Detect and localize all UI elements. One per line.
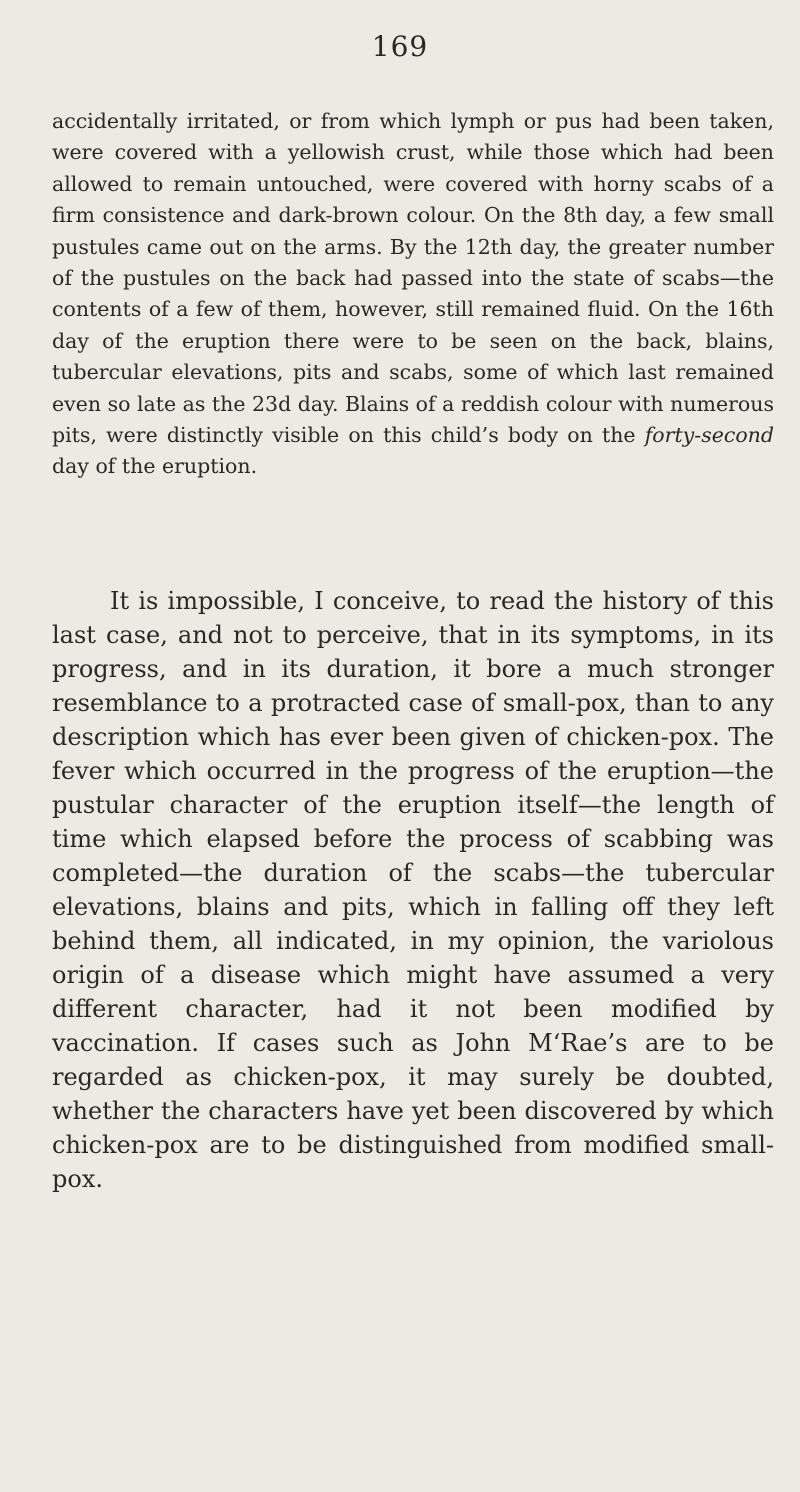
paragraph-1 — [52, 106, 774, 483]
paragraph-2: It is impossible, I conceive, to read the history of this last case, and not to perceive, that in its symptoms, in its progress, and in its duration, it bore a much stronger resemblance to a protracted case of small-pox, than to any description which has ever been given of chicken-pox. The fever which occurred in the progress of the eruption—the pustular character of the eruption itself—the length of time which elapsed before the process of scabbing was completed—the duration of the scabs—the tubercular elevations, blains and pits, which in falling off they left behind them, all indicated, in my opinion, the variolous origin of a disease which might have assumed a very different character, had it not been modified by vaccination. If cases such as John M‘Rae’s are to be regarded as chicken-pox, it may surely be doubted, whether the characters have yet been discovered by which chicken-pox are to be distinguished from modified small-pox. — [52, 587, 774, 1193]
page-number: 169 — [371, 30, 429, 63]
paragraph-1-italic-text: forty-second — [644, 423, 774, 448]
paragraph-1-text: accidentally irritated, or from which lymph or pus had been taken, were covered with a yellowish crust, while those which had been allowed to remain untouched, were covered with horny scabs of a firm consistence and dark-brown colour. On the 8th day, a few small pustules came out on the arms. By the 12th day, the greater number of the pustules on the back had passed into the state of scabs—the contents of a few of them, however, still remained fluid. On the 16th day of the eruption there were to be seen on the back, blains, tubercular elevations, pits and scabs, some of which last remained even so late as the 23d day. Blains of a reddish colour with numerous pits, were distinctly visible on this child’s body on the — [52, 109, 774, 448]
paragraph-1-text-end: day of the eruption. — [52, 454, 258, 479]
